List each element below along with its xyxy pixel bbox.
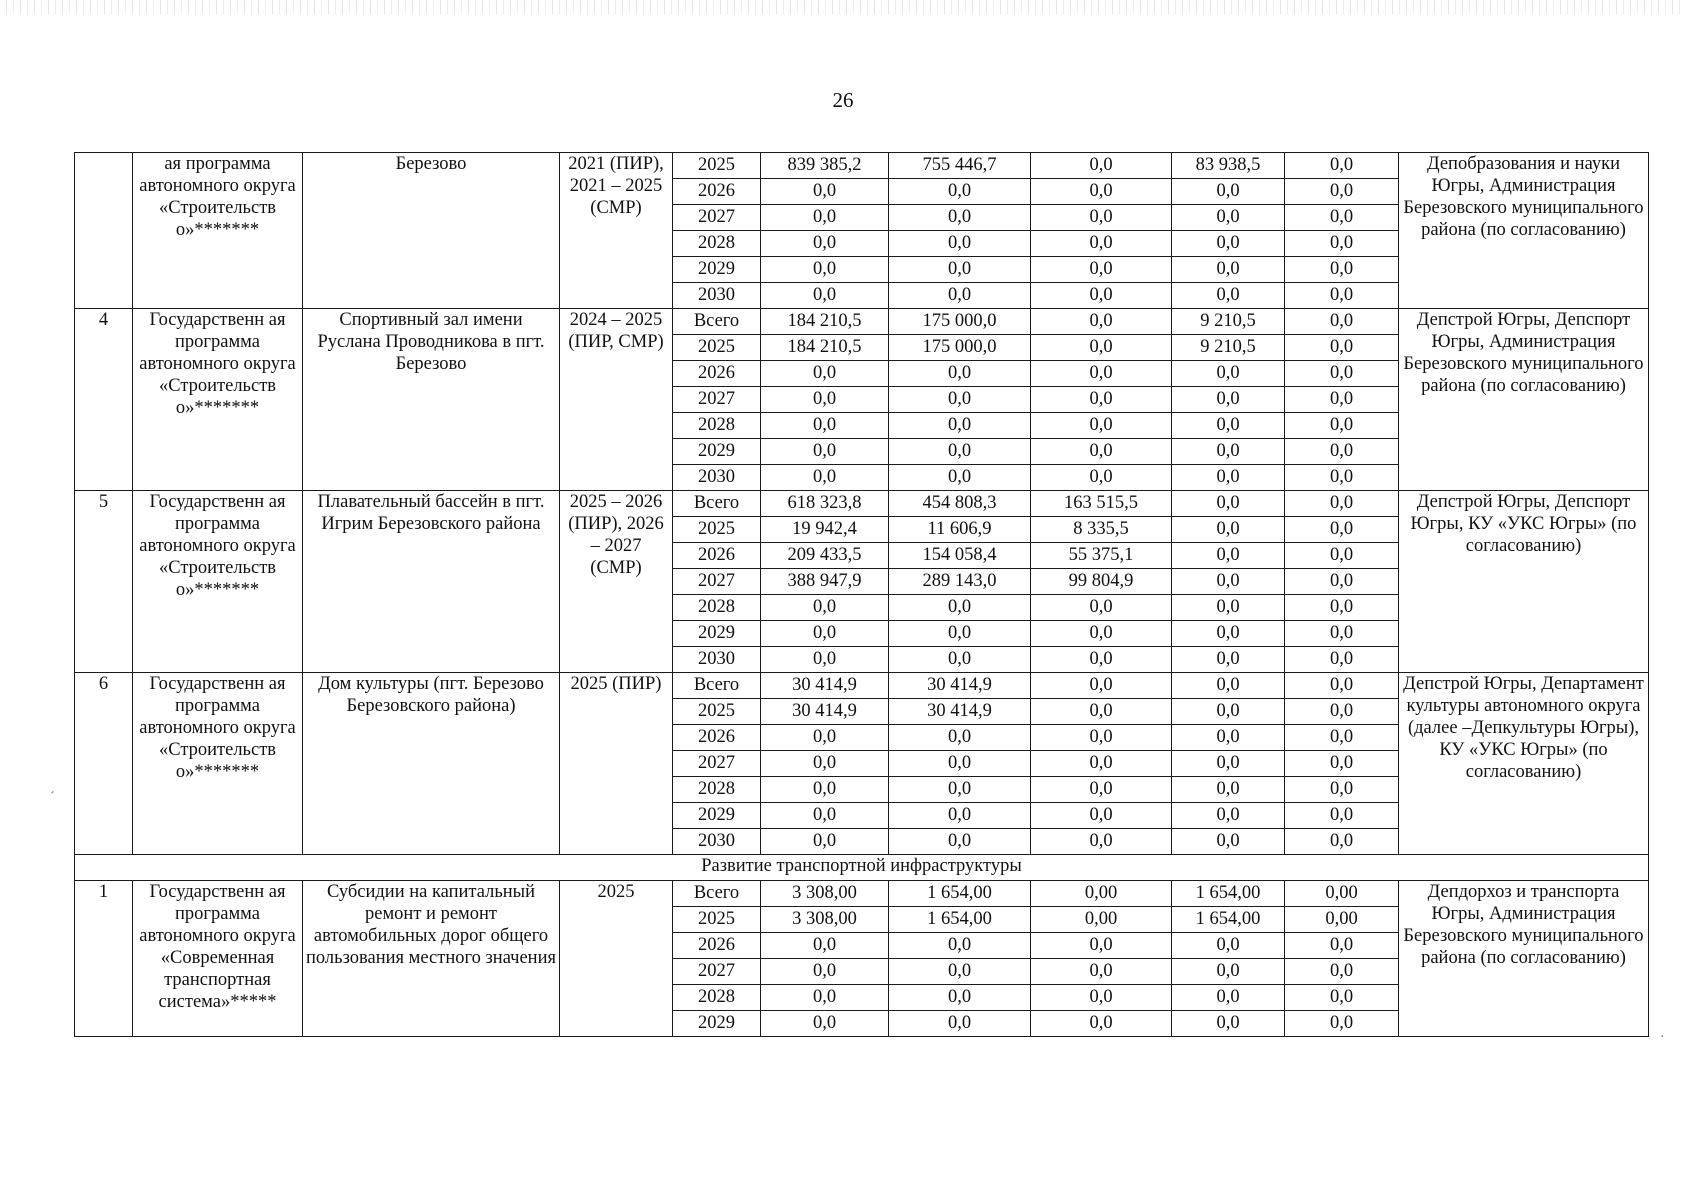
amount-cell: 0,0 [1031,283,1172,309]
object-cell: Дом культуры (пгт. Березово Березовского района) [303,673,560,855]
amount-cell: 0,0 [761,361,889,387]
amount-cell: 0,0 [889,465,1031,491]
object-cell: Плавательный бассейн в пгт. Игрим Березовского района [303,491,560,673]
amount-cell: 0,0 [889,829,1031,855]
amount-cell: 0,0 [761,621,889,647]
amount-cell: 0,0 [1031,959,1172,985]
amount-cell: 388 947,9 [761,569,889,595]
amount-cell: 0,0 [761,387,889,413]
amount-cell: 0,0 [1285,335,1399,361]
year-cell: 2029 [673,803,761,829]
year-cell: 2028 [673,595,761,621]
amount-cell: 0,00 [1285,881,1399,907]
amount-cell: 0,0 [889,647,1031,673]
amount-cell: 0,0 [1031,777,1172,803]
amount-cell: 0,0 [1031,465,1172,491]
object-cell: Спортивный зал имени Руслана Проводникова в пгт. Березово [303,309,560,491]
amount-cell: 0,0 [761,647,889,673]
amount-cell: 0,0 [1031,309,1172,335]
period-cell: 2021 (ПИР), 2021 – 2025 (СМР) [560,153,673,309]
amount-cell: 0,0 [1285,621,1399,647]
amount-cell: 0,0 [761,257,889,283]
amount-cell: 0,0 [761,465,889,491]
amount-cell: 0,0 [1172,257,1285,283]
amount-cell: 0,0 [1285,309,1399,335]
amount-cell: 19 942,4 [761,517,889,543]
page-number: 26 [832,88,854,112]
amount-cell: 0,0 [1031,231,1172,257]
amount-cell: 0,0 [889,387,1031,413]
row-number [75,153,133,309]
amount-cell: 9 210,5 [1172,335,1285,361]
amount-cell: 0,0 [1172,543,1285,569]
amount-cell: 0,0 [761,777,889,803]
table-row [75,491,1649,517]
amount-cell: 0,0 [889,959,1031,985]
amount-cell: 0,0 [1172,621,1285,647]
amount-cell: 0,0 [1172,361,1285,387]
amount-cell: 0,0 [1172,569,1285,595]
amount-cell: 0,0 [1285,777,1399,803]
amount-cell: 0,0 [761,985,889,1011]
amount-cell: 0,0 [1285,803,1399,829]
amount-cell: 0,0 [889,413,1031,439]
amount-cell: 0,0 [1031,1011,1172,1037]
year-cell: 2029 [673,1011,761,1037]
section-title: Развитие транспортной инфраструктуры [75,855,1649,881]
year-cell: 2030 [673,283,761,309]
amount-cell: 0,0 [889,621,1031,647]
year-cell: 2027 [673,959,761,985]
amount-cell: 839 385,2 [761,153,889,179]
year-cell: 2025 [673,517,761,543]
amount-cell: 0,00 [1031,881,1172,907]
amount-cell: 0,0 [1285,205,1399,231]
amount-cell: 0,0 [761,751,889,777]
amount-cell: 0,0 [889,439,1031,465]
amount-cell: 0,0 [761,933,889,959]
amount-cell: 0,0 [1285,413,1399,439]
executor-cell: Депдорхоз и транспорта Югры, Администрация Березовского муниципального района (по согласованию) [1399,881,1649,1037]
scan-edge-noise [0,0,1686,14]
row-number: 1 [75,881,133,1037]
amount-cell: 0,0 [1031,829,1172,855]
amount-cell: 289 143,0 [889,569,1031,595]
amount-cell: 0,0 [761,803,889,829]
year-cell: 2028 [673,777,761,803]
amount-cell: 163 515,5 [1031,491,1172,517]
year-cell: Всего [673,881,761,907]
amount-cell: 618 323,8 [761,491,889,517]
amount-cell: 0,0 [1031,699,1172,725]
object-cell: Березово [303,153,560,309]
amount-cell: 0,0 [889,777,1031,803]
year-cell: Всего [673,491,761,517]
amount-cell: 0,0 [1031,387,1172,413]
amount-cell: 0,0 [1172,803,1285,829]
amount-cell: 154 058,4 [889,543,1031,569]
amount-cell: 0,0 [1285,257,1399,283]
amount-cell: 0,0 [1172,933,1285,959]
amount-cell: 3 308,00 [761,907,889,933]
year-cell: 2030 [673,829,761,855]
amount-cell: 0,0 [761,1011,889,1037]
amount-cell: 0,0 [1031,621,1172,647]
row-number: 6 [75,673,133,855]
amount-cell: 0,0 [1285,699,1399,725]
amount-cell: 0,0 [1285,361,1399,387]
funding-table [74,152,1649,1037]
amount-cell: 0,0 [761,595,889,621]
amount-cell: 30 414,9 [889,673,1031,699]
amount-cell: 0,0 [1172,595,1285,621]
amount-cell: 0,0 [1285,829,1399,855]
amount-cell: 0,0 [889,1011,1031,1037]
scan-mark: ˊ [50,790,55,805]
amount-cell: 209 433,5 [761,543,889,569]
year-cell: 2026 [673,543,761,569]
amount-cell: 0,0 [1031,205,1172,231]
amount-cell: 0,0 [1285,1011,1399,1037]
amount-cell: 0,0 [1031,933,1172,959]
amount-cell: 0,0 [1172,283,1285,309]
amount-cell: 30 414,9 [761,673,889,699]
amount-cell: 0,0 [1031,647,1172,673]
year-cell: 2026 [673,361,761,387]
year-cell: 2026 [673,725,761,751]
amount-cell: 0,0 [761,959,889,985]
program-cell: Государственн ая программа автономного округа «Строительств о»******* [133,309,303,491]
amount-cell: 0,0 [1031,673,1172,699]
year-cell: 2027 [673,569,761,595]
amount-cell: 0,0 [1172,439,1285,465]
amount-cell: 0,0 [761,725,889,751]
year-cell: 2028 [673,985,761,1011]
year-cell: 2030 [673,465,761,491]
amount-cell: 3 308,00 [761,881,889,907]
amount-cell: 9 210,5 [1172,309,1285,335]
year-cell: 2025 [673,335,761,361]
year-cell: 2029 [673,621,761,647]
amount-cell: 0,0 [761,413,889,439]
year-cell: Всего [673,309,761,335]
amount-cell: 0,0 [1285,439,1399,465]
table-row [75,309,1649,335]
amount-cell: 0,0 [889,283,1031,309]
program-cell: Государственн ая программа автономного округа «Современная транспортная система»***** [133,881,303,1037]
amount-cell: 0,0 [1172,413,1285,439]
year-cell: 2029 [673,439,761,465]
table-row [75,673,1649,699]
year-cell: 2025 [673,699,761,725]
amount-cell: 0,0 [1285,491,1399,517]
amount-cell: 175 000,0 [889,309,1031,335]
amount-cell: 99 804,9 [1031,569,1172,595]
amount-cell: 454 808,3 [889,491,1031,517]
amount-cell: 184 210,5 [761,335,889,361]
amount-cell: 0,0 [1031,257,1172,283]
amount-cell: 0,0 [1172,465,1285,491]
amount-cell: 0,0 [1285,543,1399,569]
amount-cell: 0,0 [889,933,1031,959]
amount-cell: 0,0 [1031,725,1172,751]
amount-cell: 0,0 [889,725,1031,751]
amount-cell: 0,0 [1285,387,1399,413]
amount-cell: 0,0 [1285,751,1399,777]
amount-cell: 0,0 [1172,829,1285,855]
amount-cell: 55 375,1 [1031,543,1172,569]
row-number: 4 [75,309,133,491]
amount-cell: 0,0 [889,231,1031,257]
amount-cell: 1 654,00 [1172,907,1285,933]
amount-cell: 0,0 [889,751,1031,777]
amount-cell: 0,0 [1285,569,1399,595]
executor-cell: Депстрой Югры, Депспорт Югры, КУ «УКС Югры» (по согласованию) [1399,491,1649,673]
amount-cell: 30 414,9 [889,699,1031,725]
row-number: 5 [75,491,133,673]
amount-cell: 0,0 [889,205,1031,231]
amount-cell: 0,0 [1031,595,1172,621]
amount-cell: 0,0 [761,231,889,257]
amount-cell: 0,00 [1285,907,1399,933]
amount-cell: 0,0 [889,985,1031,1011]
program-cell: ая программа автономного округа «Строительств о»******* [133,153,303,309]
amount-cell: 0,0 [761,179,889,205]
amount-cell: 0,0 [1172,959,1285,985]
amount-cell: 1 654,00 [1172,881,1285,907]
year-cell: 2027 [673,387,761,413]
executor-cell: Депобразования и науки Югры, Администрация Березовского муниципального района (по согласованию) [1399,153,1649,309]
amount-cell: 0,0 [1031,335,1172,361]
amount-cell: 0,0 [1172,517,1285,543]
amount-cell: 0,0 [1285,647,1399,673]
object-cell: Субсидии на капитальный ремонт и ремонт автомобильных дорог общего пользования местного значения [303,881,560,1037]
amount-cell: 0,0 [1285,465,1399,491]
amount-cell: 0,0 [1172,985,1285,1011]
amount-cell: 0,0 [1031,179,1172,205]
period-cell: 2024 – 2025 (ПИР, СМР) [560,309,673,491]
program-cell: Государственн ая программа автономного округа «Строительств о»******* [133,491,303,673]
amount-cell: 755 446,7 [889,153,1031,179]
amount-cell: 0,0 [761,829,889,855]
year-cell: 2027 [673,205,761,231]
year-cell: 2028 [673,413,761,439]
amount-cell: 0,0 [889,179,1031,205]
amount-cell: 0,0 [1172,673,1285,699]
amount-cell: 0,0 [1285,283,1399,309]
amount-cell: 184 210,5 [761,309,889,335]
amount-cell: 0,0 [1285,673,1399,699]
amount-cell: 11 606,9 [889,517,1031,543]
amount-cell: 0,0 [1172,647,1285,673]
amount-cell: 0,0 [1172,699,1285,725]
year-cell: 2025 [673,907,761,933]
amount-cell: 0,0 [1285,517,1399,543]
amount-cell: 0,0 [1285,933,1399,959]
amount-cell: 0,0 [761,283,889,309]
amount-cell: 0,0 [1031,413,1172,439]
amount-cell: 0,0 [1172,751,1285,777]
section-row [75,855,1649,881]
amount-cell: 1 654,00 [889,881,1031,907]
amount-cell: 0,0 [1285,153,1399,179]
amount-cell: 0,0 [1031,985,1172,1011]
amount-cell: 0,0 [1031,153,1172,179]
amount-cell: 0,0 [1172,1011,1285,1037]
amount-cell: 0,0 [1172,205,1285,231]
amount-cell: 0,0 [889,803,1031,829]
table-row [75,881,1649,907]
year-cell: 2026 [673,179,761,205]
amount-cell: 0,0 [1285,725,1399,751]
amount-cell: 0,0 [1285,179,1399,205]
amount-cell: 0,0 [761,205,889,231]
table-row [75,153,1649,179]
year-cell: 2025 [673,153,761,179]
executor-cell: Депстрой Югры, Департамент культуры автономного округа (далее –Депкультуры Югры), КУ «УКС Югры» (по согласованию) [1399,673,1649,855]
amount-cell: 0,0 [1172,231,1285,257]
year-cell: 2030 [673,647,761,673]
year-cell: 2029 [673,257,761,283]
period-cell: 2025 – 2026 (ПИР), 2026 – 2027 (СМР) [560,491,673,673]
amount-cell: 0,0 [1172,777,1285,803]
period-cell: 2025 [560,881,673,1037]
program-cell: Государственн ая программа автономного округа «Строительств о»******* [133,673,303,855]
amount-cell: 1 654,00 [889,907,1031,933]
amount-cell: 0,0 [1285,959,1399,985]
amount-cell: 0,0 [889,257,1031,283]
year-cell: 2028 [673,231,761,257]
scan-mark: · [1660,1030,1665,1045]
amount-cell: 0,0 [1031,751,1172,777]
amount-cell: 30 414,9 [761,699,889,725]
amount-cell: 0,0 [1031,361,1172,387]
amount-cell: 0,0 [1031,803,1172,829]
amount-cell: 0,0 [1031,439,1172,465]
amount-cell: 0,0 [889,595,1031,621]
amount-cell: 8 335,5 [1031,517,1172,543]
amount-cell: 0,0 [889,361,1031,387]
amount-cell: 0,0 [1172,491,1285,517]
executor-cell: Депстрой Югры, Депспорт Югры, Администрация Березовского муниципального района (по согласованию) [1399,309,1649,491]
year-cell: Всего [673,673,761,699]
amount-cell: 0,0 [761,439,889,465]
amount-cell: 0,0 [1285,231,1399,257]
amount-cell: 0,0 [1172,387,1285,413]
amount-cell: 0,00 [1031,907,1172,933]
amount-cell: 83 938,5 [1172,153,1285,179]
amount-cell: 175 000,0 [889,335,1031,361]
year-cell: 2027 [673,751,761,777]
year-cell: 2026 [673,933,761,959]
amount-cell: 0,0 [1172,725,1285,751]
amount-cell: 0,0 [1285,985,1399,1011]
period-cell: 2025 (ПИР) [560,673,673,855]
amount-cell: 0,0 [1172,179,1285,205]
amount-cell: 0,0 [1285,595,1399,621]
